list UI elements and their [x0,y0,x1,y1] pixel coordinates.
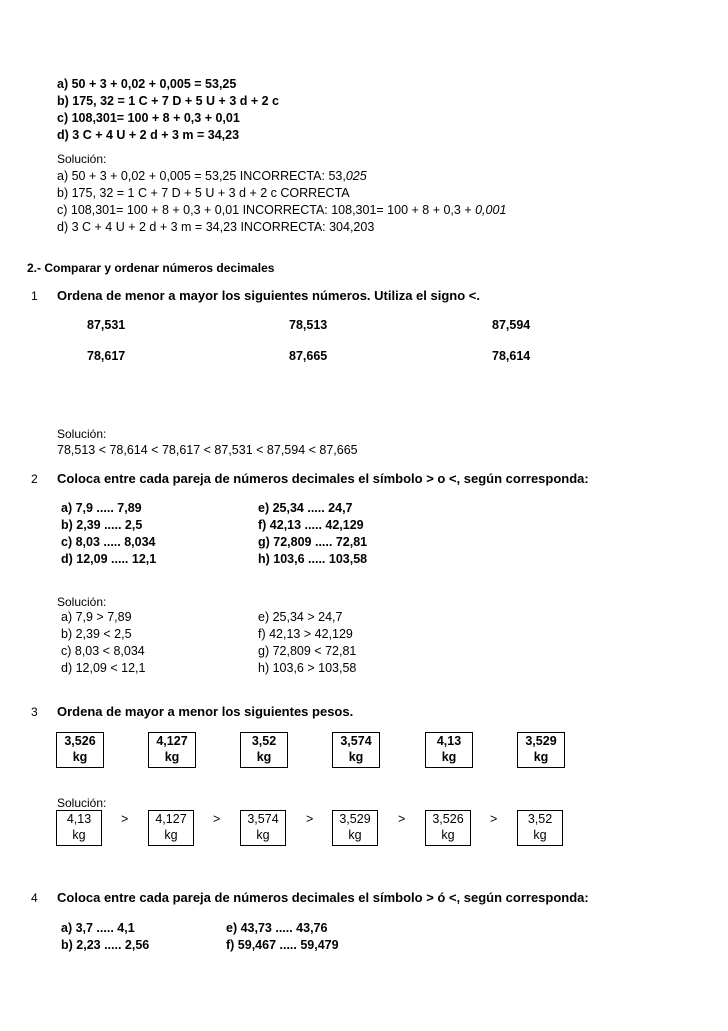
weight-value: 3,52 [527,812,553,826]
ex2-sol-c: c) 8,03 < 8,034 [61,644,145,658]
weight-value: 3,529 [339,812,371,826]
ex2-sol-d: d) 12,09 < 12,1 [61,661,146,675]
ex4-item-e: e) 43,73 ..... 43,76 [226,921,328,935]
solution-a-italic: 025 [345,169,367,183]
greater-than-sign: > [490,812,498,826]
ex2-sol-g: g) 72,809 < 72,81 [258,644,357,658]
ex2-sol-b: b) 2,39 < 2,5 [61,627,132,641]
solution-d [57,219,374,236]
solution-a-text: a) 50 + 3 + 0,02 + 0,005 = 53,25 INCORRECTA: 53, [57,169,346,183]
weight-unit: kg [441,750,457,764]
statement-a: a) 50 + 3 + 0,02 + 0,005 = 53,25 [57,77,237,91]
greater-than-sign: > [398,812,406,826]
weight-unit: kg [533,828,547,842]
solution-a [57,168,367,185]
exercise-4-title: Coloca entre cada pareja de números decimales el símbolo > ó <, según corresponda: [57,890,589,905]
number-5: 87,665 [289,349,328,363]
ex2-item-b: b) 2,39 ..... 2,5 [61,518,143,532]
ex2-item-d: d) 12,09 ..... 12,1 [61,552,157,566]
ex2-item-e: e) 25,34 ..... 24,7 [258,501,353,515]
exercise-3-number: 3 [31,705,38,719]
weight-box [425,732,473,768]
weight-value: 3,526 [432,812,464,826]
number-4: 78,617 [87,349,126,363]
exercise-2-solution-label: Solución: [57,595,107,609]
ex4-item-f: f) 59,467 ..... 59,479 [226,938,339,952]
ex2-item-f: f) 42,13 ..... 42,129 [258,518,364,532]
weight-value: 3,574 [340,734,372,748]
sorted-weight-box [425,810,471,846]
number-3: 87,594 [492,318,531,332]
ex2-item-h: h) 103,6 ..... 103,58 [258,552,368,566]
sorted-weight-box [56,810,102,846]
ex2-sol-f: f) 42,13 > 42,129 [258,627,353,641]
weight-value: 4,127 [155,812,187,826]
solution-d-text: d) 3 C + 4 U + 2 d + 3 m = 34,23 INCORRECTA: 304,203 [57,220,375,234]
solution-c [57,202,506,219]
exercise-1-solution: 78,513 < 78,614 < 78,617 < 87,531 < 87,594 < 87,665 [57,443,358,457]
ex2-item-c: c) 8,03 ..... 8,034 [61,535,156,549]
solution-c-text: c) 108,301= 100 + 8 + 0,3 + 0,01 INCORRECTA: 108,301= 100 + 8 + 0,3 + [57,203,476,217]
weight-box [148,732,196,768]
sorted-weight-box [240,810,286,846]
weight-box [56,732,104,768]
exercise-1-solution-label: Solución: [57,427,107,441]
solution-b-text: b) 175, 32 = 1 C + 7 D + 5 U + 3 d + 2 c CORRECTA [57,186,350,200]
ex4-item-b: b) 2,23 ..... 2,56 [61,938,150,952]
weight-box [517,732,565,768]
exercise-3-solution-label: Solución: [57,796,107,810]
weight-value: 4,13 [66,812,92,826]
weight-value: 4,127 [156,734,188,748]
statement-d: d) 3 C + 4 U + 2 d + 3 m = 34,23 [57,128,240,142]
weight-value: 3,529 [525,734,557,748]
weight-unit: kg [348,750,364,764]
ex2-item-g: g) 72,809 ..... 72,81 [258,535,368,549]
solution-b [57,185,350,202]
weight-unit: kg [256,828,270,842]
number-2: 78,513 [289,318,328,332]
exercise-1-number: 1 [31,289,38,303]
ex4-item-a: a) 3,7 ..... 4,1 [61,921,135,935]
greater-than-sign: > [121,812,129,826]
weight-box [332,732,380,768]
sorted-weight-box [517,810,563,846]
exercise-2-number: 2 [31,472,38,486]
weight-unit: kg [72,750,88,764]
exercise-3-title: Ordena de mayor a menor los siguientes pesos. [57,704,354,719]
ex2-item-a: a) 7,9 ..... 7,89 [61,501,142,515]
weight-unit: kg [348,828,362,842]
ex2-sol-h: h) 103,6 > 103,58 [258,661,357,675]
section-title: 2.- Comparar y ordenar números decimales [27,261,275,275]
weight-value: 3,52 [251,734,277,748]
solution-label: Solución: [57,152,107,166]
greater-than-sign: > [213,812,221,826]
weight-unit: kg [164,828,178,842]
exercise-1-title: Ordena de menor a mayor los siguientes números. Utiliza el signo <. [57,288,480,303]
solution-c-italic: 0,001 [475,203,507,217]
weight-unit: kg [533,750,549,764]
sorted-weight-box [148,810,194,846]
weight-unit: kg [164,750,180,764]
weight-value: 3,526 [64,734,96,748]
weight-unit: kg [441,828,455,842]
ex2-sol-e: e) 25,34 > 24,7 [258,610,343,624]
sorted-weight-box [332,810,378,846]
weight-unit: kg [256,750,272,764]
weight-box [240,732,288,768]
number-6: 78,614 [492,349,531,363]
statement-c: c) 108,301= 100 + 8 + 0,3 + 0,01 [57,111,240,125]
weight-value: 3,574 [247,812,279,826]
weight-unit: kg [72,828,86,842]
statement-b: b) 175, 32 = 1 C + 7 D + 5 U + 3 d + 2 c [57,94,279,108]
weight-value: 4,13 [436,734,462,748]
exercise-2-title: Coloca entre cada pareja de números decimales el símbolo > o <, según corresponda: [57,471,589,486]
exercise-4-number: 4 [31,891,38,905]
greater-than-sign: > [306,812,314,826]
ex2-sol-a: a) 7,9 > 7,89 [61,610,132,624]
number-1: 87,531 [87,318,126,332]
